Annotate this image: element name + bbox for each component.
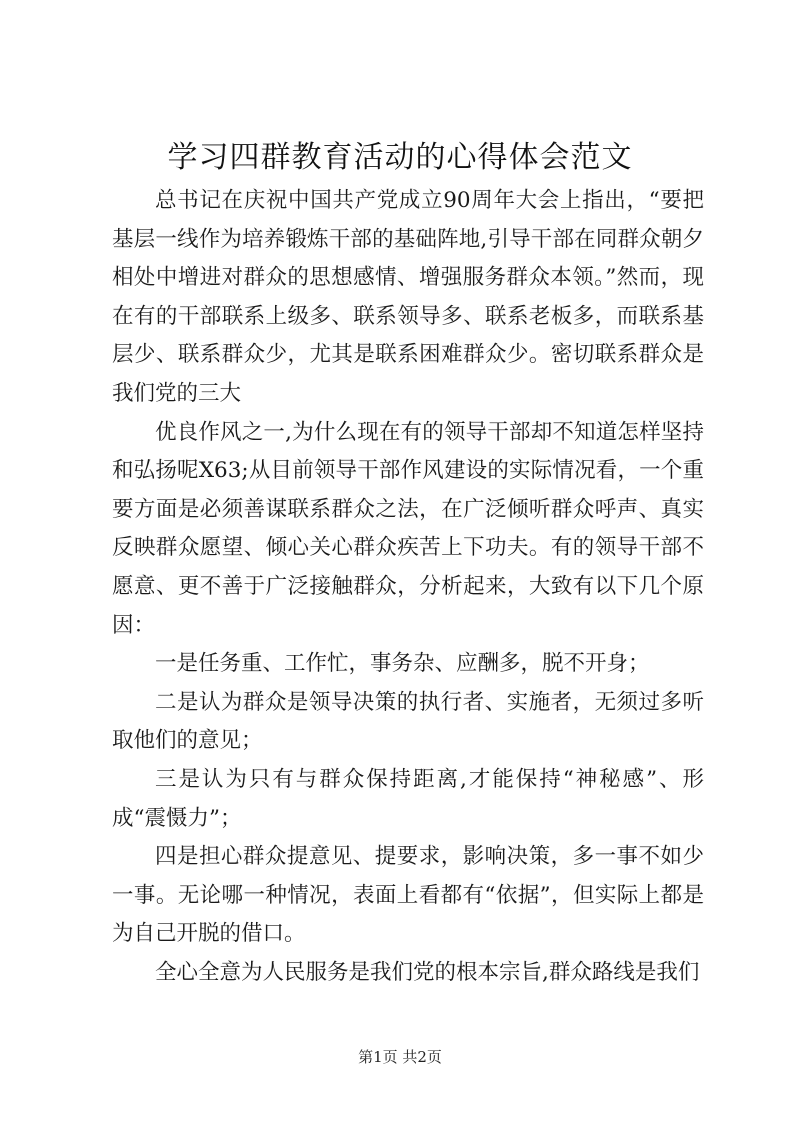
paragraph: 二是认为群众是领导决策的执行者、实施者，无须过多听取他们的意见；	[112, 689, 704, 754]
paragraph: 三是认为只有与群众保持距离,才能保持“神秘感”、形成“震慑力”；	[112, 766, 704, 831]
paragraph: 全心全意为人民服务是我们党的根本宗旨,群众路线是我们	[155, 959, 700, 985]
paragraph: 一是任务重、工作忙，事务杂、应酬多，脱不开身；	[155, 651, 650, 677]
paragraph: 优良作风之一,为什么现在有的领导干部却不知道怎样坚持和弘扬呢X63;从目前领导干部作风建设的实际情况看，一个重要方面是必须善谋联系群众之法，在广泛倾听群众呼声、真实反映群众愿望、倾心关心群众疾苦上下功夫。有的领导干部不愿意、更不善于广泛接触群众，分析起来，大致有以下几个原因：	[112, 419, 704, 638]
document-title: 学习四群教育活动的心得体会范文	[167, 140, 633, 175]
paragraph: 总书记在庆祝中国共产党成立90周年大会上指出，“要把基层一线作为培养锻炼干部的基础阵地,引导干部在同群众朝夕相处中增进对群众的思想感情、增强服务群众本领。”然而，现在有的干部联系上级多、联系领导多、联系老板多，而联系基层少、联系群众少，尤其是联系困难群众少。密切联系群众是我们党的三大	[112, 188, 704, 406]
page-number-footer: 第1页 共2页	[358, 1048, 442, 1066]
document-body	[112, 182, 704, 992]
paragraph: 四是担心群众提意见、提要求，影响决策，多一事不如少一事。无论哪一种情况，表面上看都有“依据”，但实际上都是为自己开脱的借口。	[112, 844, 704, 947]
